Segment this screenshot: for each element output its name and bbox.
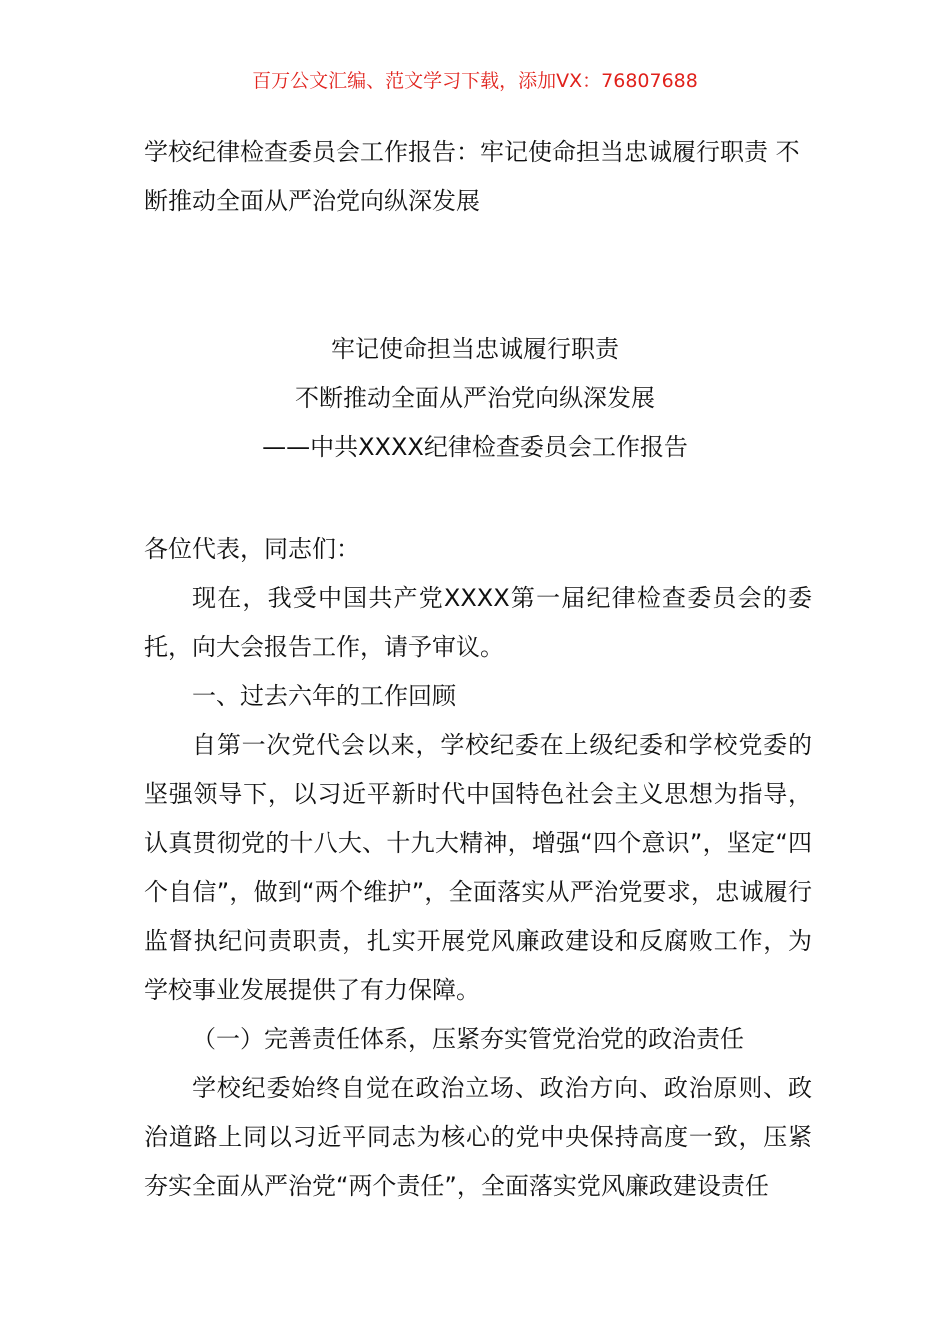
salutation: 各位代表，同志们： [144, 535, 360, 563]
report-body [144, 525, 812, 1211]
report-heading [144, 325, 806, 472]
section-heading-review: 一、过去六年的工作回顾 [192, 682, 456, 710]
subsection-heading-responsibility: （一）完善责任体系，压紧夯实管党治党的政治责任 [192, 1025, 744, 1053]
heading-line-2: 不断推动全面从严治党向纵深发展 [295, 384, 655, 412]
header-promo-note: 百万公文汇编、范文学习下载，添加VX：76807688 [252, 70, 698, 92]
document-title: 学校纪律检查委员会工作报告：牢记使命担当忠诚履行职责 不断推动全面从严治党向纵深发展 [144, 138, 800, 215]
paragraph-intro: 现在，我受中国共产党XXXX第一届纪律检查委员会的委托，向大会报告工作，请予审议。 [144, 584, 812, 661]
heading-line-1: 牢记使命担当忠诚履行职责 [331, 335, 619, 363]
paragraph-responsibility: 学校纪委始终自觉在政治立场、政治方向、政治原则、政治道路上同以习近平同志为核心的党中央保持高度一致，压紧夯实全面从严治党“两个责任”，全面落实党风廉政建设责任 [144, 1074, 812, 1200]
paragraph-review-summary: 自第一次党代会以来，学校纪委在上级纪委和学校党委的坚强领导下，以习近平新时代中国特色社会主义思想为指导，认真贯彻党的十八大、十九大精神，增强“四个意识”，坚定“四个自信”，做到“两个维护”，全面落实从严治党要求，忠诚履行监督执纪问责职责，扎实开展党风廉政建设和反腐败工作，为学校事业发展提供了有力保障。 [144, 731, 812, 1004]
heading-line-3: ——中共XXXX纪律检查委员会工作报告 [262, 433, 688, 461]
